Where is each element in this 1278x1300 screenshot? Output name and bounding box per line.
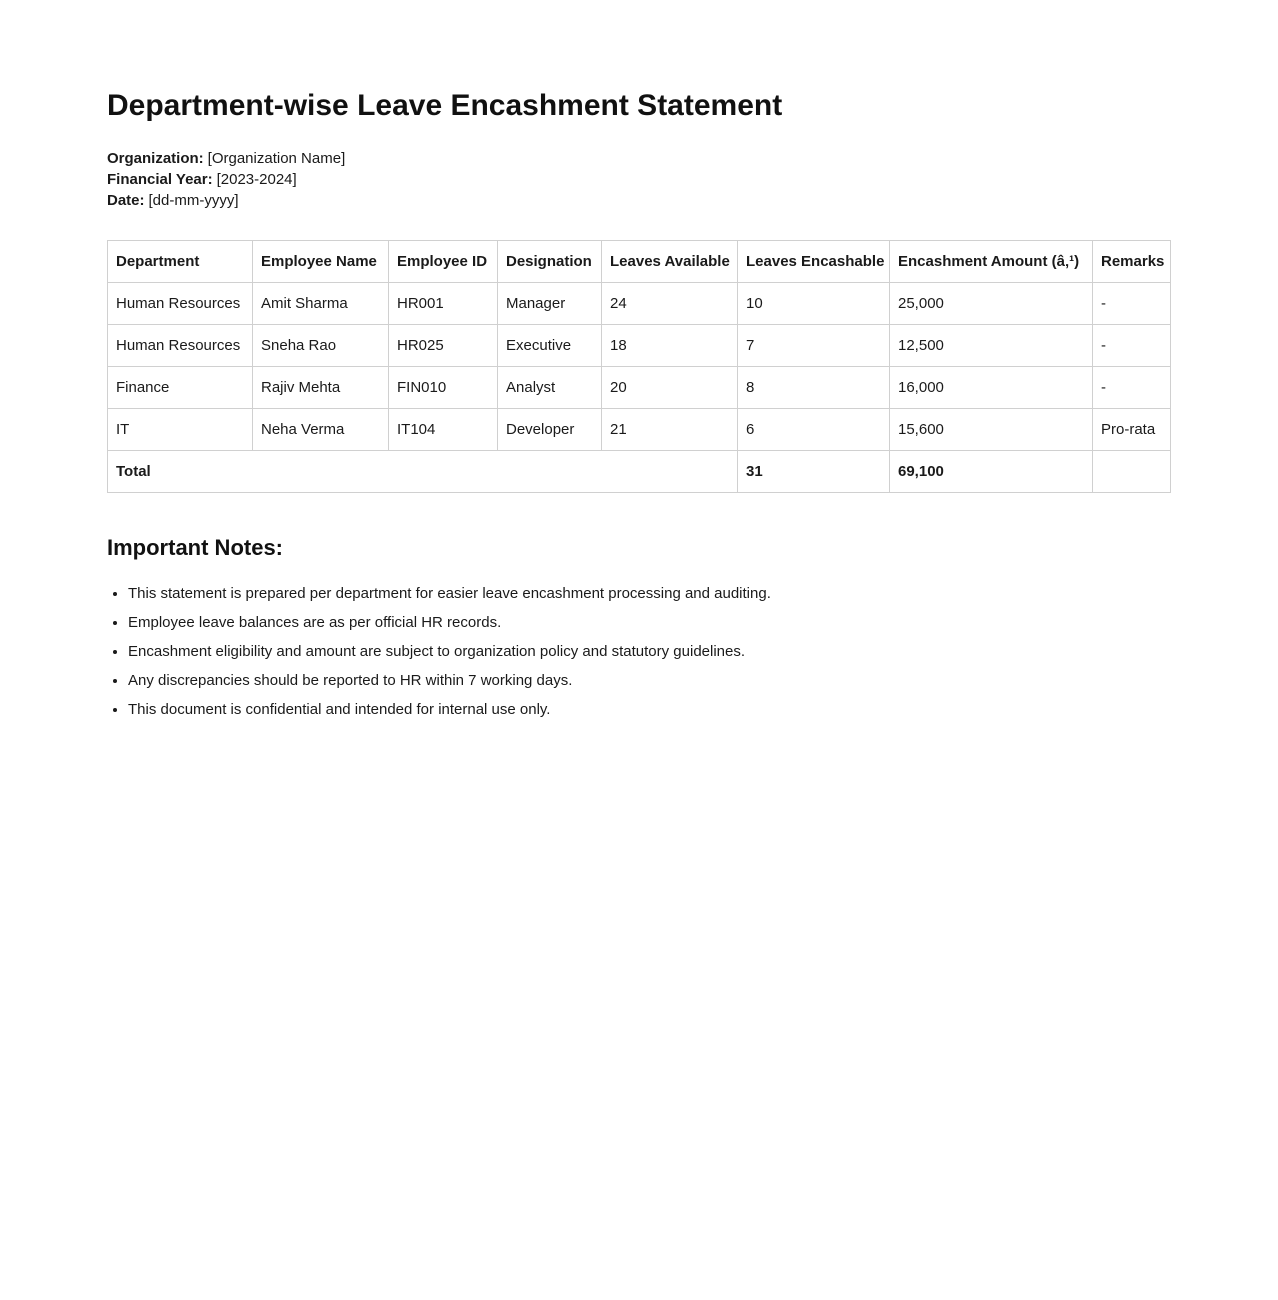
table-cell: Analyst [498,367,602,409]
column-header-department: Department [108,241,253,283]
total-label-cell: Total [108,451,738,493]
table-cell: Finance [108,367,253,409]
table-row [108,409,1171,451]
table-cell: Pro-rata [1093,409,1171,451]
document-meta [107,148,1171,211]
table-cell: IT104 [389,409,498,451]
column-header-encashment-amount: Encashment Amount (â‚¹) [890,241,1093,283]
table-cell: 12,500 [890,325,1093,367]
table-cell: 21 [602,409,738,451]
table-cell: 15,600 [890,409,1093,451]
meta-line-date [107,190,1171,211]
column-header-employee-name: Employee Name [253,241,389,283]
table-cell: Manager [498,283,602,325]
table-cell: 24 [602,283,738,325]
table-cell: 20 [602,367,738,409]
table-row [108,367,1171,409]
table-cell: Executive [498,325,602,367]
table-cell: Developer [498,409,602,451]
column-header-remarks: Remarks [1093,241,1171,283]
table-total-row [108,451,1171,493]
table-cell: IT [108,409,253,451]
page-title: Department-wise Leave Encashment Statement [107,89,783,122]
notes-list [107,583,1171,720]
note-item: • This statement is prepared per department for easier leave encashment processing and auditing. [128,583,1171,604]
column-header-leaves-encashable: Leaves Encashable [738,241,890,283]
notes-heading: Important Notes: [107,535,283,560]
table-cell: FIN010 [389,367,498,409]
table-cell: Human Resources [108,283,253,325]
note-item: • Encashment eligibility and amount are subject to organization policy and statutory guidelines. [128,641,1171,662]
table-cell: Rajiv Mehta [253,367,389,409]
table-row [108,325,1171,367]
table-cell: 10 [738,283,890,325]
meta-value-organization: [Organization Name] [207,150,346,167]
column-header-designation: Designation [498,241,602,283]
meta-label-date: Date: [107,192,145,209]
table-cell: 16,000 [890,367,1093,409]
table-cell: HR025 [389,325,498,367]
column-header-employee-id: Employee ID [389,241,498,283]
column-header-leaves-available: Leaves Available [602,241,738,283]
leave-encashment-table [107,240,1171,493]
table-cell: 18 [602,325,738,367]
table-cell: - [1093,325,1171,367]
table-cell: Sneha Rao [253,325,389,367]
table-cell: 7 [738,325,890,367]
table-row [108,283,1171,325]
total-leaves-encashable-cell: 31 [738,451,890,493]
table-cell: 8 [738,367,890,409]
table-body [108,283,1171,451]
table-cell: Human Resources [108,325,253,367]
meta-label-financial-year: Financial Year: [107,171,213,188]
note-item: • Employee leave balances are as per official HR records. [128,612,1171,633]
table-cell: Neha Verma [253,409,389,451]
table-cell: 6 [738,409,890,451]
table-cell: HR001 [389,283,498,325]
meta-line-organization [107,148,1171,169]
table-header-row [108,241,1171,283]
total-remarks-cell [1093,451,1171,493]
meta-value-financial-year: [2023-2024] [216,171,297,188]
note-item: • This document is confidential and intended for internal use only. [128,699,1171,720]
total-encashment-amount-cell: 69,100 [890,451,1093,493]
meta-label-organization: Organization: [107,150,204,167]
table-cell: - [1093,283,1171,325]
table-cell: 25,000 [890,283,1093,325]
meta-line-financial-year [107,169,1171,190]
meta-value-date: [dd-mm-yyyy] [148,192,239,209]
table-cell: - [1093,367,1171,409]
table-cell: Amit Sharma [253,283,389,325]
note-item: • Any discrepancies should be reported to HR within 7 working days. [128,670,1171,691]
